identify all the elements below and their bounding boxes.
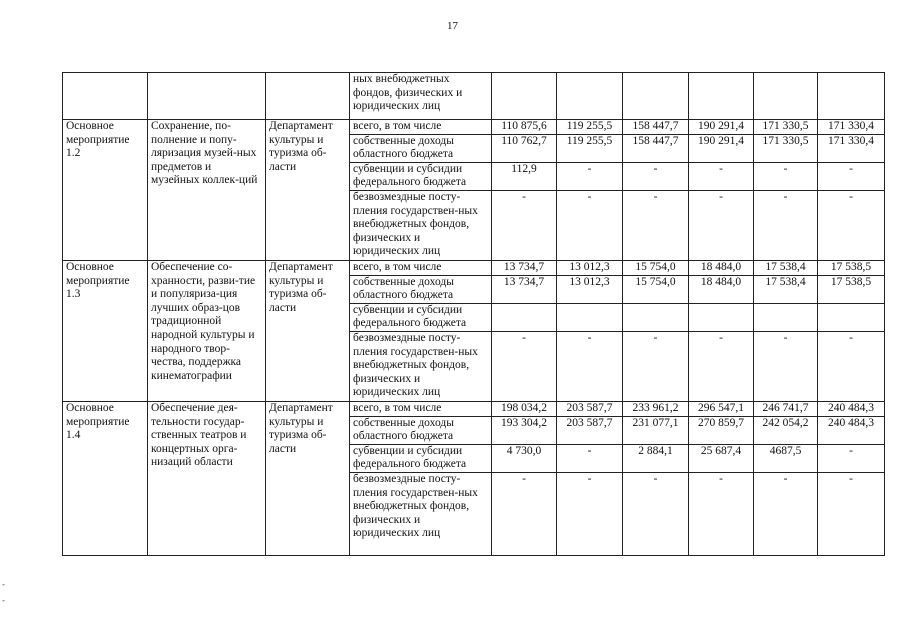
value-cell: 158 447,7 [623,134,689,162]
page-number: 17 [447,20,458,32]
value-cell: 246 741,7 [754,401,818,416]
value-cell: 17 538,4 [754,260,818,275]
value-cell [557,303,623,331]
value-cell: 15 754,0 [623,260,689,275]
value-cell: 296 547,1 [689,401,754,416]
executor-cell: Департамент культуры и туризма об-ласти [266,120,350,261]
table-row [63,73,885,120]
measure-cell: Основное мероприятие 1.2 [63,120,148,261]
value-cell: 25 687,4 [689,444,754,472]
measure-cell: Основное мероприятие 1.3 [63,260,148,401]
executor-cell: Департамент культуры и туризма об-ласти [266,401,350,555]
value-cell: 110 762,7 [492,134,557,162]
value-cell: 193 304,2 [492,416,557,444]
table-row [63,120,885,135]
executor-cell: Департамент культуры и туризма об-ласти [266,260,350,401]
funding-table [62,72,885,556]
value-cell: - [754,472,818,555]
description-cell: Обеспечение дея-тельности государ-ственных театров и концертных орга-низаций области [148,401,266,555]
value-cell: 2 884,1 [623,444,689,472]
value-cell [818,303,885,331]
value-cell: 240 484,3 [818,416,885,444]
value-cell: 17 538,5 [818,275,885,303]
value-cell: - [818,331,885,401]
value-cell: - [754,162,818,190]
value-cell: 18 484,0 [689,260,754,275]
value-cell: 171 330,5 [754,120,818,135]
table-row [63,401,885,416]
value-cell [818,73,885,120]
source-label: собственные доходы областного бюджета [350,416,492,444]
value-cell: 4 730,0 [492,444,557,472]
description-cell [148,73,266,120]
source-label: безвозмездные посту-пления государствен-ных внебюджетных фондов, физических и юридических лиц [350,190,492,260]
value-cell: - [557,472,623,555]
margin-mark: - - [2,579,5,605]
value-cell: 203 587,7 [557,416,623,444]
source-label: всего, в том числе [350,260,492,275]
value-cell: 4687,5 [754,444,818,472]
value-cell: 242 054,2 [754,416,818,444]
value-cell: - [818,162,885,190]
value-cell: - [623,190,689,260]
table-row [63,260,885,275]
value-cell [492,73,557,120]
value-cell: 13 012,3 [557,275,623,303]
source-label: субвенции и субсидии федерального бюджета [350,303,492,331]
value-cell: 119 255,5 [557,120,623,135]
value-cell: - [492,190,557,260]
value-cell: 13 734,7 [492,275,557,303]
value-cell: - [818,472,885,555]
source-label: всего, в том числе [350,401,492,416]
value-cell [689,303,754,331]
value-cell: 17 538,5 [818,260,885,275]
value-cell: - [818,190,885,260]
value-cell: - [492,472,557,555]
value-cell: 171 330,4 [818,134,885,162]
value-cell: 13 012,3 [557,260,623,275]
value-cell [754,73,818,120]
value-cell: - [689,162,754,190]
description-cell: Обеспечение со-хранности, разви-тие и популяриза-ция лучших образ-цов традиционной народной культуры и народного твор-чества, поддержка кинематографии [148,260,266,401]
value-cell: 13 734,7 [492,260,557,275]
value-cell: 270 859,7 [689,416,754,444]
value-cell: 18 484,0 [689,275,754,303]
value-cell: - [689,331,754,401]
value-cell: 240 484,3 [818,401,885,416]
value-cell: - [623,331,689,401]
value-cell: - [623,162,689,190]
value-cell: 171 330,4 [818,120,885,135]
value-cell: 171 330,5 [754,134,818,162]
value-cell: 15 754,0 [623,275,689,303]
value-cell: 110 875,6 [492,120,557,135]
value-cell: 190 291,4 [689,120,754,135]
value-cell [689,73,754,120]
value-cell: 190 291,4 [689,134,754,162]
source-label: собственные доходы областного бюджета [350,275,492,303]
measure-cell [63,73,148,120]
value-cell: 112,9 [492,162,557,190]
value-cell: - [818,444,885,472]
value-cell: - [689,472,754,555]
value-cell: - [557,444,623,472]
measure-cell: Основное мероприятие 1.4 [63,401,148,555]
source-label: безвозмездные посту-пления государствен-ных внебюджетных фондов, физических и юридических лиц [350,331,492,401]
value-cell: - [689,190,754,260]
source-label: собственные доходы областного бюджета [350,134,492,162]
source-label: субвенции и субсидии федерального бюджета [350,162,492,190]
value-cell [492,303,557,331]
value-cell: - [754,190,818,260]
value-cell: 231 077,1 [623,416,689,444]
value-cell [623,73,689,120]
value-cell: 233 961,2 [623,401,689,416]
value-cell: 198 034,2 [492,401,557,416]
value-cell [754,303,818,331]
description-cell: Сохранение, по-полнение и попу-ляризация музей-ных предметов и музейных коллек-ций [148,120,266,261]
executor-cell [266,73,350,120]
value-cell: 17 538,4 [754,275,818,303]
value-cell [623,303,689,331]
source-label: субвенции и субсидии федерального бюджета [350,444,492,472]
source-label: всего, в том числе [350,120,492,135]
value-cell: 119 255,5 [557,134,623,162]
value-cell: 203 587,7 [557,401,623,416]
value-cell: - [754,331,818,401]
value-cell [557,73,623,120]
source-label: безвозмездные посту-пления государствен-ных внебюджетных фондов, физических и юридических лиц [350,472,492,555]
source-label: ных внебюджетных фондов, физических и юридических лиц [350,73,492,120]
value-cell: 158 447,7 [623,120,689,135]
value-cell: - [557,190,623,260]
value-cell: - [557,162,623,190]
value-cell: - [557,331,623,401]
value-cell: - [492,331,557,401]
value-cell: - [623,472,689,555]
